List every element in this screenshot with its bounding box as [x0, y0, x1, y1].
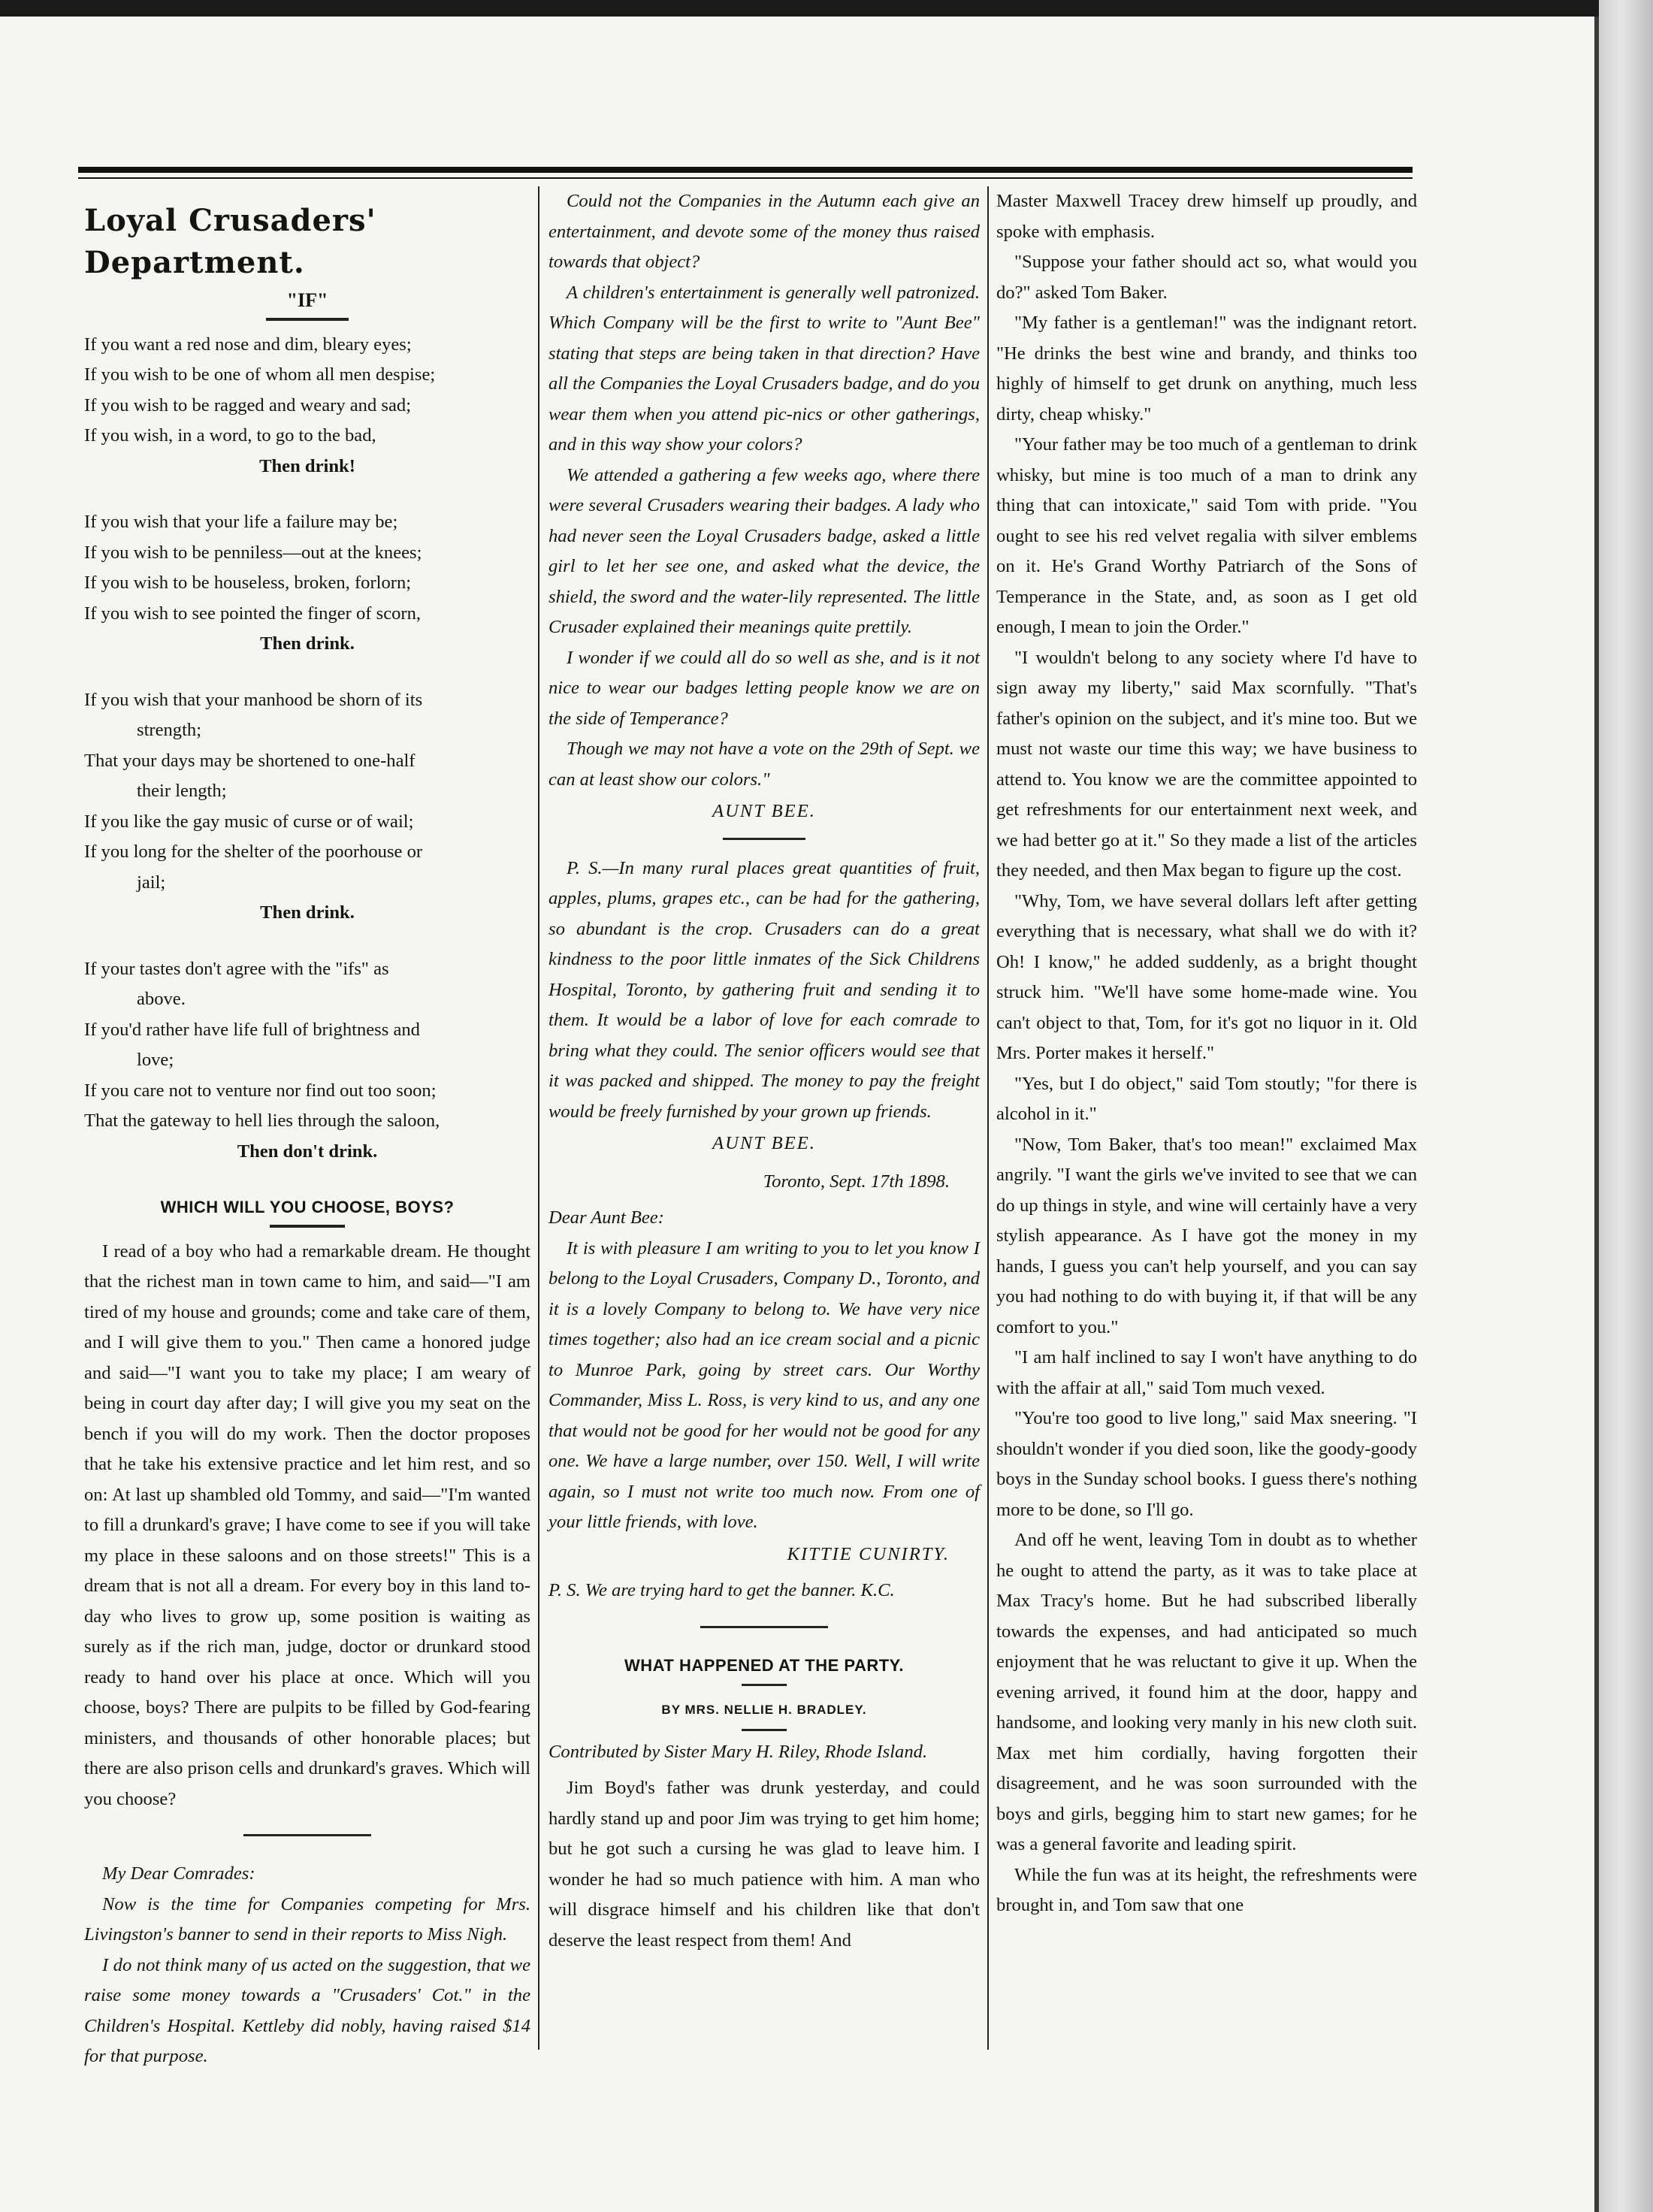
page-top-rule-thin [78, 177, 1413, 179]
story-paragraph: "I wouldn't belong to any society where I'd have to sign away my liberty," said Max scornfully. "That's father's opinion on the subject, and it's mine too. But we must not waste our time this way; we have business to attend to. You know we are the committee appointed to get refreshments for our entertainment next week, and we had better go at it." So they made a list of the articles they needed, and then Max began to figure up the cost. [996, 647, 1417, 881]
poem-stanza [84, 685, 530, 929]
story-paragraph: "My father is a gentleman!" was the indignant retort. "He drinks the best wine and brandy, and thinks too highly of himself to get drunk on anything, much less dirty, cheap whisky." [996, 313, 1417, 425]
poem-line: jail; [137, 872, 166, 893]
column-2-paragraphs [548, 186, 980, 795]
story-paragraph: Master Maxwell Tracey drew himself up proudly, and spoke with emphasis. [996, 191, 1417, 242]
story-paragraph: "Your father may be too much of a gentleman to drink whisky, but mine is too much of a man to drink any thing that can intoxicate," said Tom with pride. "You ought to see his red velvet regalia with silver emblems on it. He's Grand Worthy Patriarch of the Sons of Temperance in the State, and, as soon as I get old enough, I mean to join the Order." [996, 434, 1417, 637]
poem-line: If you wish to see pointed the finger of scorn, [84, 603, 422, 624]
signature: AUNT BEE. [712, 801, 816, 821]
story-paragraph: "You're too good to live long," said Max sneering. "I shouldn't wonder if you died soon, like the goody-goody boys in the Sunday school books. I guess there's nothing more to be done, so I'll go. [996, 1408, 1417, 1520]
poem-line: above. [137, 989, 186, 1009]
signature: KITTIE CUNIRTY. [787, 1543, 950, 1564]
poem-line: If you care not to venture nor find out too soon; [84, 1080, 437, 1101]
story-title-rule [742, 1684, 787, 1686]
poem-line: If you like the gay music of curse or of wail; [84, 811, 414, 832]
poem [84, 330, 530, 1168]
column-3 [996, 186, 1417, 2050]
poem-line: their length; [137, 781, 227, 801]
poem-line: That your days may be shortened to one-half [84, 750, 416, 771]
story-paragraph: "Yes, but I do object," said Tom stoutly; "for there is alcohol in it." [996, 1073, 1417, 1124]
letter-paragraph: I do not think many of us acted on the suggestion, that we raise some money towards a "Crusaders' Cot." in the Children's Hospital. Kettleby did nobly, having raised $14 for that purpose. [84, 1954, 530, 2066]
poem-line: If you wish, in a word, to go to the bad, [84, 425, 376, 446]
dateline: Toronto, Sept. 17th 1898. [763, 1171, 950, 1192]
story-paragraph: While the fun was at its height, the refreshments were brought in, and Tom saw that one [996, 1864, 1417, 1915]
byline-rule [742, 1729, 787, 1731]
poem-line: That the gateway to hell lies through the saloon, [84, 1111, 440, 1131]
postscript: P. S.—In many rural places great quantities of fruit, apples, plums, grapes etc., can be had for the gathering, so abundant is the crop. Crusaders can do a great kindness to the poor little inmates of the Sick Childrens Hospital, Toronto, by gathering fruit and sending it to them. It would be a labor of love for each comrade to bring what they could. The senior officers would see that it was packed and shipped. The money to pay the freight would be freely furnished by your grown up friends. [548, 857, 980, 1122]
poem-line: Then drink. [260, 633, 355, 654]
column-divider-2 [987, 186, 989, 2050]
poem-line: If your tastes don't agree with the "ifs" as [84, 958, 389, 979]
signature: AUNT BEE. [712, 1133, 816, 1153]
story-paragraph: And off he went, leaving Tom in doubt as to whether he ought to attend the party, as it was to take place at Max Tracy's home. But he had subscribed liberally towards the expenses, and had anticipated so much enjoyment that he was reluctant to give it up. When the evening arrived, it found him at the door, happy and handsome, and looking very manly in his new cloth suit. Max met him cordially, having forgotten their disagreement, and he was soon surrounded with the boys and girls, begging him to start new games; for he was a general favorite and leading spirit. [996, 1530, 1417, 1854]
poem-line: If you wish to be ragged and weary and sad; [84, 394, 412, 416]
story-paragraph: Jim Boyd's father was drunk yesterday, and could hardly stand up and poor Jim was trying to get him home; but he got such a cursing he was glad to leave him. I wonder he had so much patience with him. A man who will disgrace himself and his children like that don't deserve the least respect from them! And [548, 1778, 980, 1951]
story-paragraph: "I am half inclined to say I won't have anything to do with the affair at all," said Tom much vexed. [996, 1347, 1417, 1398]
story-paragraph: "Suppose your father should act so, what would you do?" asked Tom Baker. [996, 252, 1417, 303]
story-paragraph: "Now, Tom Baker, that's too mean!" exclaimed Max angrily. "I want the girls we've invited to see that we can do up things in style, and wine will certainly have a very stylish appearance. As I have got the money in my hands, I guess you can't help yourself, and you can say you had nothing to do with buying it, if that will be any comfort to you." [996, 1134, 1417, 1337]
letter-salutation: Dear Aunt Bee: [548, 1207, 664, 1228]
poem-line: Then drink! [259, 455, 355, 476]
column-2-paragraph: I wonder if we could all do so well as she, and is it not nice to wear our badges letting people know we are on the side of Temperance? [548, 647, 980, 729]
poem-line: If you wish that your manhood be shorn of its [84, 689, 423, 710]
article-body: I read of a boy who had a remarkable dream. He thought that the richest man in town came to him, and said—"I am tired of my house and grounds; come and take care of them, and I will give them to you." Then came a honored judge and said—"I want you to take my place; I am weary of being in court day after day; I will give you my seat on the bench if you will do my work. Then the doctor proposes that he take his extensive practice and let him rest, and so on: At last up shambled old Tommy, and said—"I'm wanted to fill a drunkard's grave; I have come to see if you will take my place in these saloons and on those streets!" This is a dream that is not all a dream. For every boy in this land to-day who lives to grow up, some position is waiting as surely as if the rich man, judge, doctor or drunkard stood ready to hand over his place at once. Which will you choose, boys? There are pulpits to be filled by God-fearing ministers, and thousands of other honorable places; but there are also prison cells and drunkard's graves. Which will you choose? [84, 1240, 530, 1809]
department-title: Loyal Crusaders' Department. [84, 203, 376, 280]
poem-line: Then drink. [260, 902, 355, 923]
column-2-paragraph: Though we may not have a vote on the 29th of Sept. we can at least show our colors." [548, 739, 980, 790]
headline-rule [270, 1225, 345, 1228]
column-divider-1 [538, 186, 539, 2050]
article-title: WHICH WILL YOU CHOOSE, BOYS? [160, 1198, 455, 1216]
letter-body: It is with pleasure I am writing to you to let you know I belong to the Loyal Crusaders, Company D., Toronto, and it is a lovely Company to belong to. We have very nice times together; also had an ice cream social and a picnic to Munroe Park, going by street cars. Our Worthy Commander, Miss L. Ross, is very kind to us, and any one that would not be good for her would not be good for any one. We have a large number, over 150. Well, I will write again, so I must not write too much now. From one of your little friends, with love. [548, 1237, 980, 1532]
section-separator [723, 838, 805, 840]
poem-line: strength; [137, 720, 202, 740]
poem-stanza [84, 330, 530, 482]
title-rule [266, 318, 349, 321]
poem-line: If you wish to be one of whom all men despise; [84, 364, 436, 385]
poem-line: If you'd rather have life full of brightness and [84, 1019, 420, 1040]
column-3-paragraphs [996, 186, 1417, 1921]
section-separator [700, 1626, 828, 1628]
poem-stanza [84, 954, 530, 1168]
scan-top-border [0, 0, 1653, 17]
poem-line: Then don't drink. [237, 1141, 378, 1162]
letter-salutation: My Dear Comrades: [102, 1863, 255, 1884]
scan-right-margin [1599, 0, 1653, 2212]
story-title: WHAT HAPPENED AT THE PARTY. [624, 1655, 905, 1675]
column-2-paragraph: Could not the Companies in the Autumn each give an entertainment, and devote some of the money thus raised towards that object? [548, 191, 980, 272]
page-top-rule [78, 167, 1413, 173]
story-paragraph: "Why, Tom, we have several dollars left after getting everything that is necessary, what shall we do with it? Oh! I know," he added suddenly, as a bright thought struck him. "We'll have some home-made wine. You can't object to that, Tom, for it's got no liquor in it. Old Mrs. Porter makes it herself." [996, 890, 1417, 1063]
column-1 [84, 186, 530, 2066]
poem-line: If you want a red nose and dim, bleary eyes; [84, 334, 412, 355]
letter-postscript: P. S. We are trying hard to get the banner. K.C. [548, 1580, 895, 1600]
poem-line: love; [137, 1050, 174, 1070]
poem-line: If you wish that your life a failure may be; [84, 512, 398, 532]
poem-stanza [84, 507, 530, 660]
poem-line: If you wish to be penniless—out at the knees; [84, 542, 422, 563]
poem-line: If you long for the shelter of the poorhouse or [84, 842, 423, 862]
column-2 [548, 186, 980, 2050]
section-separator [243, 1834, 371, 1836]
story-byline: BY MRS. NELLIE H. BRADLEY. [661, 1703, 867, 1717]
letter-paragraph: Now is the time for Companies competing for Mrs. Livingston's banner to send in their reports to Miss Nigh. [84, 1893, 530, 1945]
poem-line: If you wish to be houseless, broken, forlorn; [84, 573, 412, 593]
column-2-paragraph: We attended a gathering a few weeks ago, where there were several Crusaders wearing their badges. A lady who had never seen the Loyal Crusaders badge, asked a little girl to let her see one, and asked what the device, the shield, the sword and the water-lily represented. The little Crusader explained their meanings quite prettily. [548, 464, 980, 637]
story-contributor: Contributed by Sister Mary H. Riley, Rhode Island. [548, 1741, 928, 1762]
poem-title: "IF" [286, 289, 328, 311]
column-2-paragraph: A children's entertainment is generally well patronized. Which Company will be the first to write to "Aunt Bee" stating that steps are being taken in that direction? Have all the Companies the Loyal Crusaders badge, and do you wear them when you attend pic-nics or other gatherings, and in this way show your colors? [548, 282, 980, 455]
